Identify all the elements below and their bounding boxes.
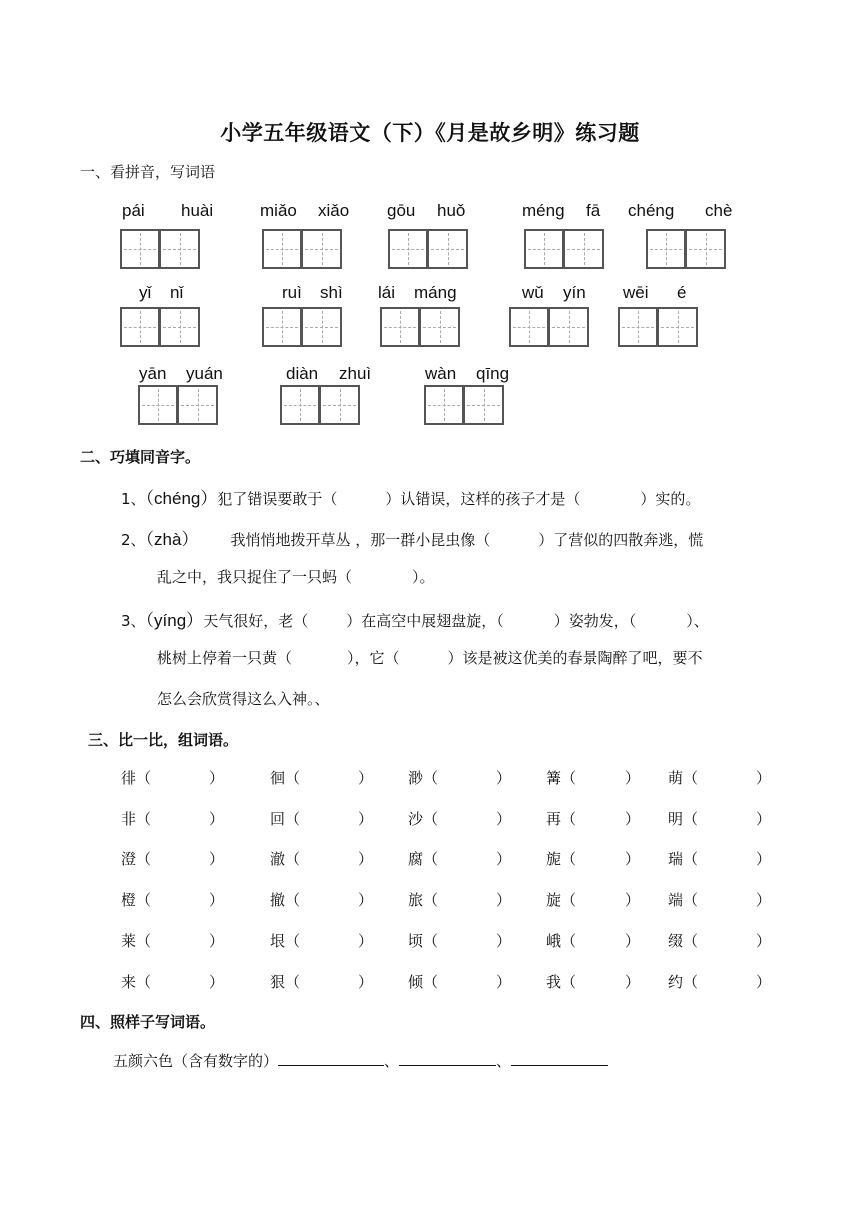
pinyin-syllable: pái (122, 201, 145, 220)
example-line: 五颜六色（含有数字的） 、 、 (113, 1050, 608, 1071)
answer-close-paren: ） (625, 850, 641, 869)
pinyin-syllable: shì (320, 283, 343, 302)
pinyin-syllable: chè (705, 201, 733, 220)
pinyin-syllable: yuán (186, 364, 223, 383)
compare-item: 来（ (121, 972, 152, 991)
writing-cell[interactable] (320, 385, 360, 425)
answer-close-paren: ） (756, 891, 772, 910)
writing-cell[interactable] (686, 229, 726, 269)
writing-cell[interactable] (564, 229, 604, 269)
compare-item: 渺（ (408, 769, 439, 787)
compare-item: 垠（ (270, 931, 301, 950)
answer-close-paren: ） (625, 972, 641, 991)
writing-box-pair (262, 307, 342, 347)
question-1: 1、（chéng）犯了错误要敢于（ ）认错误，这样的孩子才是（ ）实的。 (121, 489, 701, 508)
compare-item: 旋（ (546, 891, 577, 910)
writing-cell[interactable] (138, 385, 178, 425)
pinyin-syllable: yān (139, 364, 167, 383)
compare-item: 徊（ (270, 769, 301, 787)
writing-cell[interactable] (428, 229, 468, 269)
writing-box-pair (646, 229, 726, 269)
answer-close-paren: ） (358, 931, 374, 950)
pinyin-syllable: méng (522, 201, 565, 220)
question-3: 3、（yíng）天气很好，老（ ）在高空中展翅盘旋，（ ）姿勃发，（ ）、 (121, 611, 709, 630)
pinyin-syllable: yǐ (139, 283, 152, 302)
answer-close-paren: ） (756, 972, 772, 991)
compare-item: 我（ (546, 972, 577, 991)
compare-item: 倾（ (408, 972, 439, 991)
section1-heading: 一、看拼音，写词语 (80, 163, 216, 181)
writing-cell[interactable] (464, 385, 504, 425)
pinyin-syllable: wǔ (522, 283, 544, 302)
writing-cell[interactable] (380, 307, 420, 347)
pinyin-syllable: lái (378, 283, 396, 302)
answer-close-paren: ） (358, 769, 374, 787)
answer-close-paren: ） (496, 891, 512, 910)
writing-box-pair (524, 229, 604, 269)
pinyin-syllable: nǐ (170, 283, 184, 302)
compare-item: 莱（ (121, 931, 152, 950)
compare-item: 旅（ (408, 891, 439, 910)
compare-item: 腐（ (408, 850, 439, 869)
writing-cell[interactable] (178, 385, 218, 425)
pinyin-syllable: gōu (387, 201, 416, 220)
pinyin-syllable: wàn (425, 364, 457, 383)
pinyin-syllable: huǒ (437, 201, 466, 220)
pinyin-syllable: qīng (476, 364, 510, 383)
pinyin-syllable: máng (414, 283, 457, 302)
answer-close-paren: ） (358, 891, 374, 910)
answer-close-paren: ） (496, 850, 512, 869)
writing-cell[interactable] (509, 307, 549, 347)
compare-item: 约（ (668, 972, 699, 991)
pinyin-syllable: diàn (286, 364, 319, 383)
compare-item: 明（ (668, 809, 699, 828)
pinyin-syllable: é (677, 283, 687, 302)
writing-cell[interactable] (120, 229, 160, 269)
writing-cell[interactable] (524, 229, 564, 269)
writing-cell[interactable] (388, 229, 428, 269)
compare-item: 再（ (546, 809, 577, 828)
pinyin-syllable: fā (586, 201, 601, 220)
answer-close-paren: ） (625, 809, 641, 828)
writing-cell[interactable] (646, 229, 686, 269)
pinyin-syllable: miǎo (260, 201, 297, 220)
writing-cell[interactable] (280, 385, 320, 425)
compare-item: 顷（ (408, 931, 439, 950)
writing-cell[interactable] (618, 307, 658, 347)
answer-close-paren: ） (756, 931, 772, 950)
writing-cell[interactable] (424, 385, 464, 425)
answer-close-paren: ） (496, 972, 512, 991)
pinyin-syllable: chéng (628, 201, 675, 220)
pinyin-syllable: zhuì (339, 364, 372, 383)
writing-cell[interactable] (262, 229, 302, 269)
answer-close-paren: ） (496, 931, 512, 950)
writing-cell[interactable] (262, 307, 302, 347)
compare-item: 缀（ (668, 931, 699, 950)
pinyin-syllable: xiǎo (318, 201, 350, 220)
writing-cell[interactable] (160, 307, 200, 347)
compare-item: 非（ (121, 809, 152, 828)
compare-item: 回（ (270, 809, 301, 828)
compare-item: 澄（ (121, 850, 152, 869)
writing-box-pair (262, 229, 342, 269)
writing-box-pair (388, 229, 468, 269)
compare-item: 篝（ (546, 769, 577, 787)
writing-cell[interactable] (302, 307, 342, 347)
writing-cell[interactable] (658, 307, 698, 347)
question-3-line-2: 桃树上停着一只黄（ ），它（ ）该是被这优美的春景陶醉了吧，要不 (157, 649, 703, 667)
answer-close-paren: ） (625, 769, 641, 787)
answer-close-paren: ） (496, 809, 512, 828)
answer-blank-1[interactable] (278, 1050, 384, 1066)
answer-close-paren: ） (209, 972, 225, 991)
pinyin-syllable: huài (181, 201, 214, 220)
writing-cell[interactable] (160, 229, 200, 269)
answer-close-paren: ） (496, 769, 512, 787)
compare-item: 沙（ (408, 809, 439, 828)
section2-heading: 二、巧填同音字。 (80, 448, 201, 466)
pinyin-syllable: yín (563, 283, 586, 302)
answer-blank-3[interactable] (511, 1050, 608, 1066)
compare-item: 狠（ (270, 972, 301, 991)
section4-heading: 四、照样子写词语。 (80, 1013, 216, 1031)
writing-box-pair (138, 385, 218, 425)
compare-item: 澈（ (270, 850, 301, 869)
writing-box-pair (120, 229, 200, 269)
answer-close-paren: ） (625, 931, 641, 950)
answer-close-paren: ） (358, 972, 374, 991)
writing-cell[interactable] (420, 307, 460, 347)
page-title: 小学五年级语文（下）《月是故乡明》练习题 (220, 121, 640, 145)
answer-close-paren: ） (209, 891, 225, 910)
writing-box-pair (280, 385, 360, 425)
compare-item: 峨（ (546, 931, 577, 950)
answer-close-paren: ） (358, 850, 374, 869)
answer-close-paren: ） (209, 850, 225, 869)
writing-box-pair (509, 307, 589, 347)
writing-box-pair (120, 307, 200, 347)
writing-cell[interactable] (549, 307, 589, 347)
section3-heading: 三、比一比，组词语。 (88, 731, 239, 749)
compare-item: 徘（ (121, 769, 152, 787)
writing-box-pair (380, 307, 460, 347)
answer-close-paren: ） (756, 769, 772, 787)
compare-item: 端（ (668, 891, 699, 910)
question-2: 2、（zhà） 我悄悄地拨开草丛 ，那一群小昆虫像（ ）了营似的四散奔逃，慌 (121, 530, 704, 549)
writing-box-pair (424, 385, 504, 425)
answer-blank-2[interactable] (399, 1050, 496, 1066)
question-2-line-2: 乱之中，我只捉住了一只蚂（ ）。 (157, 568, 435, 586)
compare-item: 橙（ (121, 891, 152, 910)
pinyin-syllable: ruì (282, 283, 302, 302)
writing-cell[interactable] (302, 229, 342, 269)
writing-cell[interactable] (120, 307, 160, 347)
answer-close-paren: ） (209, 809, 225, 828)
compare-item: 旎（ (546, 850, 577, 869)
compare-item: 撤（ (270, 891, 301, 910)
answer-close-paren: ） (209, 769, 225, 787)
compare-item: 萌（ (668, 769, 699, 787)
compare-item: 瑞（ (668, 850, 699, 869)
answer-close-paren: ） (756, 809, 772, 828)
answer-close-paren: ） (625, 891, 641, 910)
answer-close-paren: ） (358, 809, 374, 828)
pinyin-syllable: wēi (623, 283, 649, 302)
writing-box-pair (618, 307, 698, 347)
answer-close-paren: ） (756, 850, 772, 869)
answer-close-paren: ） (209, 931, 225, 950)
question-3-line-3: 怎么会欣赏得这么入神。、 (157, 690, 330, 708)
